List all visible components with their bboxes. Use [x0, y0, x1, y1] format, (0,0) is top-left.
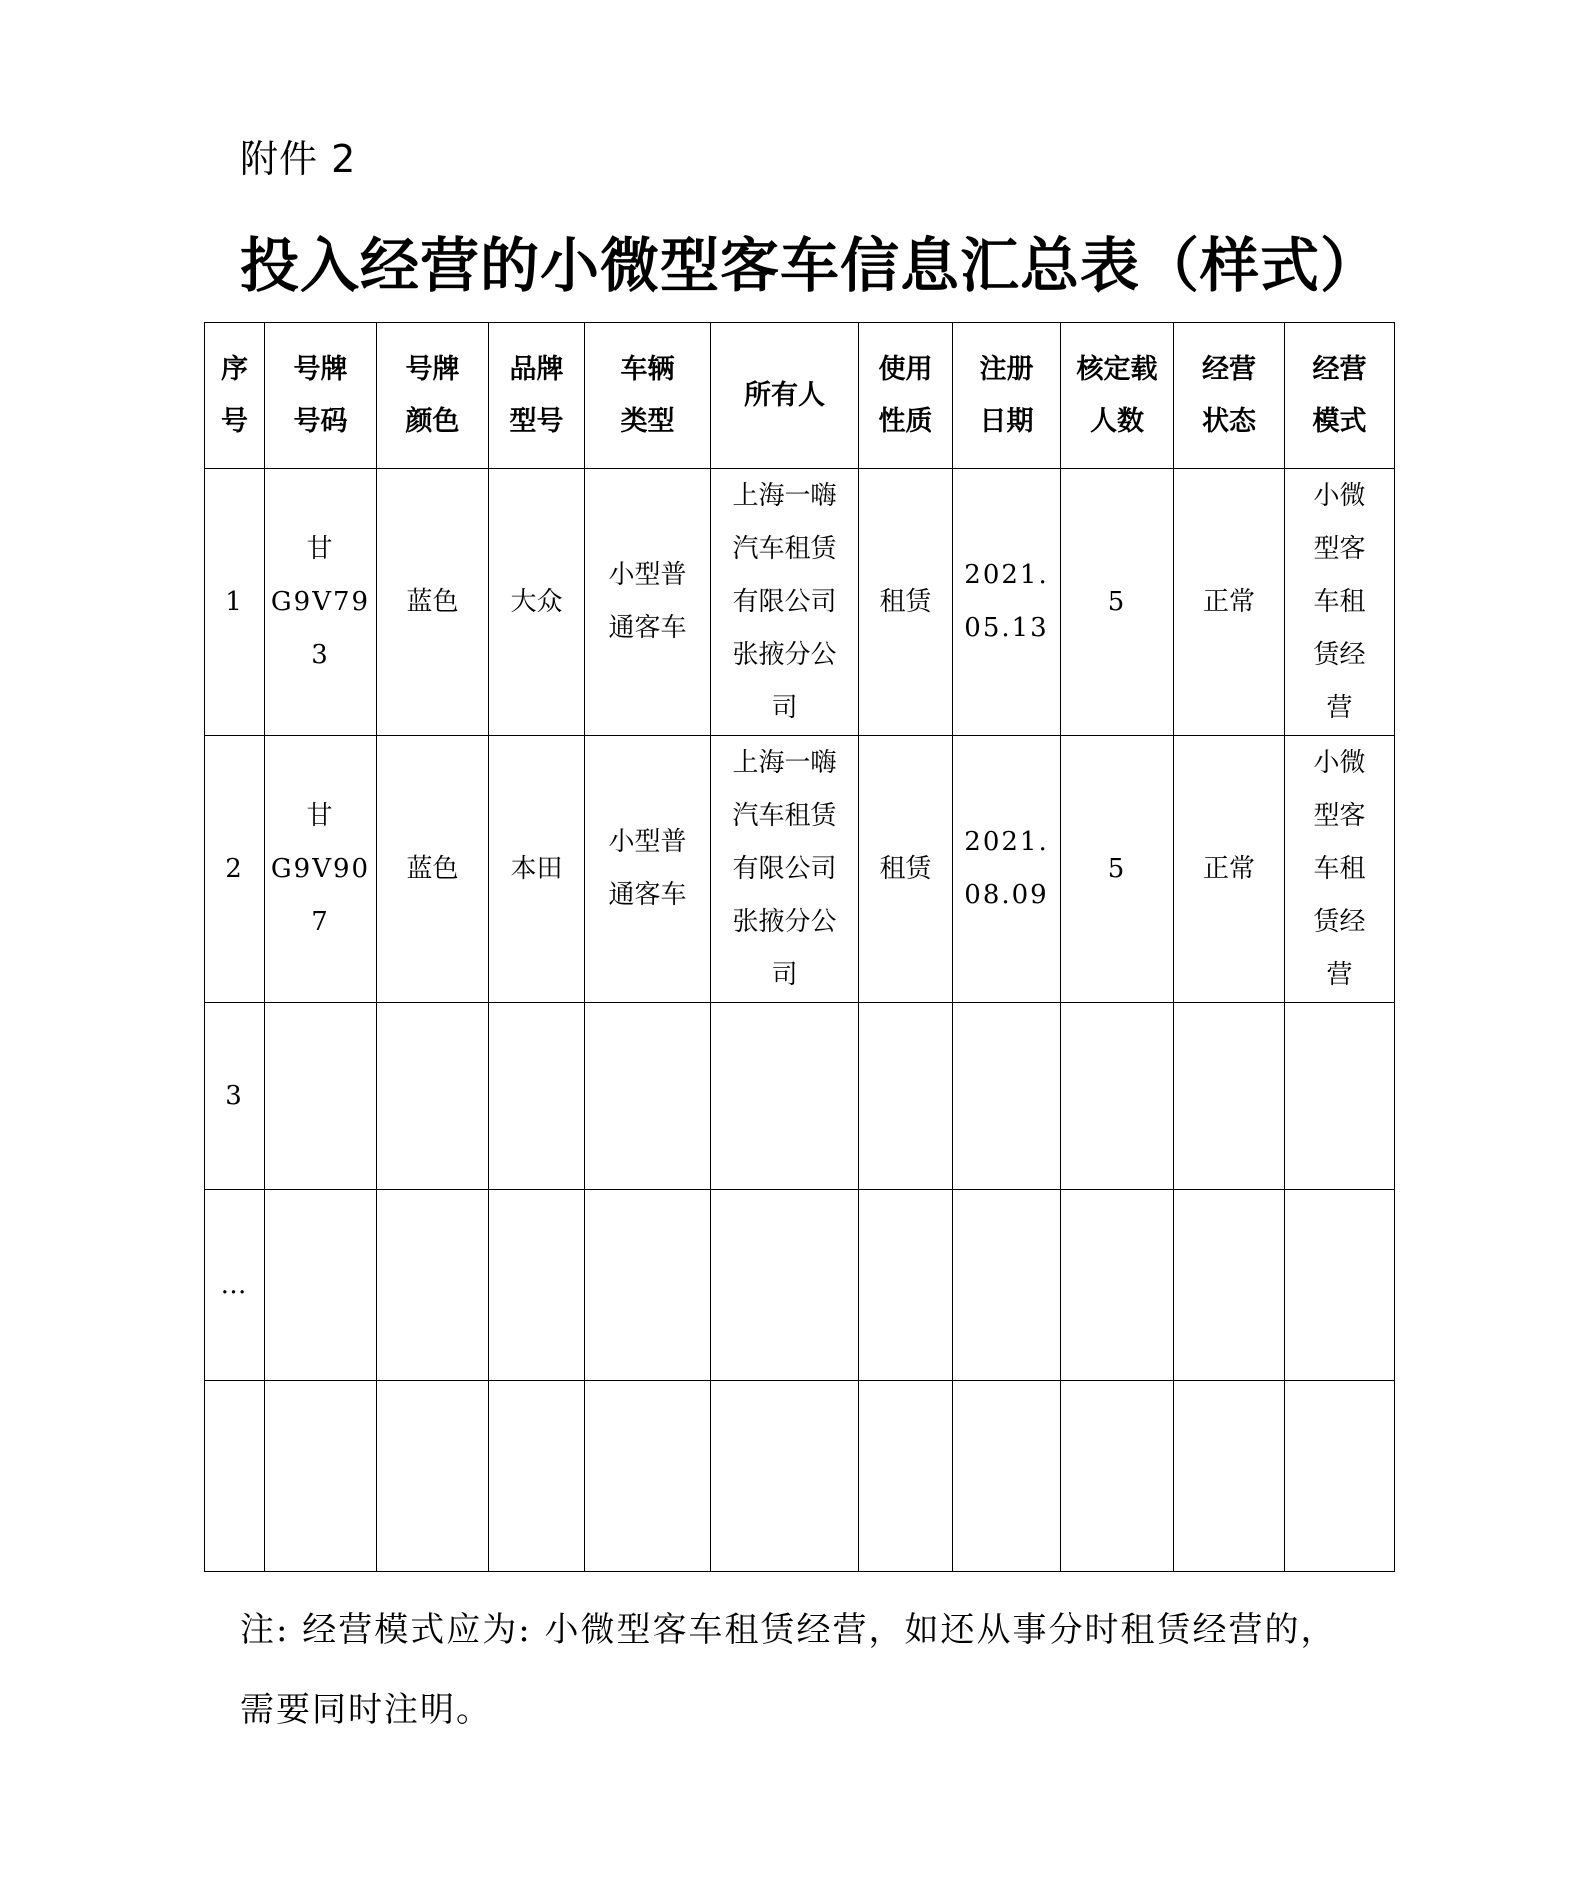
cell-empty — [859, 1190, 953, 1381]
cell-seq: … — [205, 1190, 265, 1381]
cell-empty — [1174, 1190, 1285, 1381]
header-brand-model: 品牌 型号 — [489, 323, 585, 469]
cell-empty — [377, 1190, 489, 1381]
cell-empty — [265, 1003, 377, 1190]
cell-empty — [1061, 1190, 1174, 1381]
cell-empty — [265, 1381, 377, 1572]
cell-seats: 5 — [1061, 736, 1174, 1003]
cell-usage: 租赁 — [859, 469, 953, 736]
cell-empty — [711, 1381, 859, 1572]
cell-empty — [377, 1381, 489, 1572]
cell-empty — [953, 1003, 1061, 1190]
header-row — [205, 323, 1395, 469]
cell-empty — [1285, 1190, 1395, 1381]
cell-empty — [1174, 1003, 1285, 1190]
cell-empty — [953, 1381, 1061, 1572]
cell-plate-color: 蓝色 — [377, 736, 489, 1003]
table-row — [205, 736, 1395, 1003]
footnote — [240, 1590, 1370, 1750]
cell-seq: 2 — [205, 736, 265, 1003]
cell-mode: 小微 型客 车租 赁经 营 — [1285, 736, 1395, 1003]
attachment-label: 附件 2 — [240, 137, 357, 181]
footnote-line: 需要同时注明。 — [240, 1690, 492, 1730]
table-row — [205, 469, 1395, 736]
cell-brand-model: 本田 — [489, 736, 585, 1003]
header-status: 经营 状态 — [1174, 323, 1285, 469]
cell-mode: 小微 型客 车租 赁经 营 — [1285, 469, 1395, 736]
cell-empty — [585, 1003, 711, 1190]
header-plate-number: 号牌 号码 — [265, 323, 377, 469]
cell-plate-number: 甘 G9V90 7 — [265, 736, 377, 1003]
cell-owner: 上海一嗨 汽车租赁 有限公司 张掖分公 司 — [711, 469, 859, 736]
header-reg-date: 注册 日期 — [953, 323, 1061, 469]
cell-empty — [585, 1190, 711, 1381]
cell-empty — [859, 1381, 953, 1572]
table-row — [205, 1003, 1395, 1190]
cell-empty — [265, 1190, 377, 1381]
cell-empty — [859, 1003, 953, 1190]
cell-empty — [489, 1190, 585, 1381]
cell-status: 正常 — [1174, 736, 1285, 1003]
cell-seats: 5 — [1061, 469, 1174, 736]
table-row — [205, 1381, 1395, 1572]
header-mode: 经营 模式 — [1285, 323, 1395, 469]
cell-plate-number: 甘 G9V79 3 — [265, 469, 377, 736]
cell-seq: 3 — [205, 1003, 265, 1190]
header-plate-color: 号牌 颜色 — [377, 323, 489, 469]
cell-reg-date: 2021. 05.13 — [953, 469, 1061, 736]
header-vehicle-type: 车辆 类型 — [585, 323, 711, 469]
table-row — [205, 1190, 1395, 1381]
header-owner: 所有人 — [711, 323, 859, 469]
page-title: 投入经营的小微型客车信息汇总表（样式） — [240, 231, 1381, 300]
cell-empty — [1061, 1381, 1174, 1572]
cell-seq: 1 — [205, 469, 265, 736]
vehicle-info-table — [204, 322, 1395, 1572]
cell-empty — [953, 1190, 1061, 1381]
cell-empty — [489, 1003, 585, 1190]
cell-empty — [489, 1381, 585, 1572]
cell-brand-model: 大众 — [489, 469, 585, 736]
cell-owner: 上海一嗨 汽车租赁 有限公司 张掖分公 司 — [711, 736, 859, 1003]
cell-empty — [1285, 1003, 1395, 1190]
cell-empty — [1174, 1381, 1285, 1572]
cell-vehicle-type: 小型普 通客车 — [585, 469, 711, 736]
header-seq: 序 号 — [205, 323, 265, 469]
cell-vehicle-type: 小型普 通客车 — [585, 736, 711, 1003]
header-seats: 核定载 人数 — [1061, 323, 1174, 469]
cell-empty — [711, 1003, 859, 1190]
cell-plate-color: 蓝色 — [377, 469, 489, 736]
header-usage: 使用 性质 — [859, 323, 953, 469]
cell-status: 正常 — [1174, 469, 1285, 736]
footnote-line: 注: 经营模式应为: 小微型客车租赁经营，如还从事分时租赁经营的， — [240, 1610, 1337, 1650]
cell-empty — [585, 1381, 711, 1572]
cell-usage: 租赁 — [859, 736, 953, 1003]
cell-reg-date: 2021. 08.09 — [953, 736, 1061, 1003]
cell-empty — [711, 1190, 859, 1381]
cell-empty — [1061, 1003, 1174, 1190]
cell-empty — [1285, 1381, 1395, 1572]
cell-empty — [377, 1003, 489, 1190]
cell-empty — [205, 1381, 265, 1572]
